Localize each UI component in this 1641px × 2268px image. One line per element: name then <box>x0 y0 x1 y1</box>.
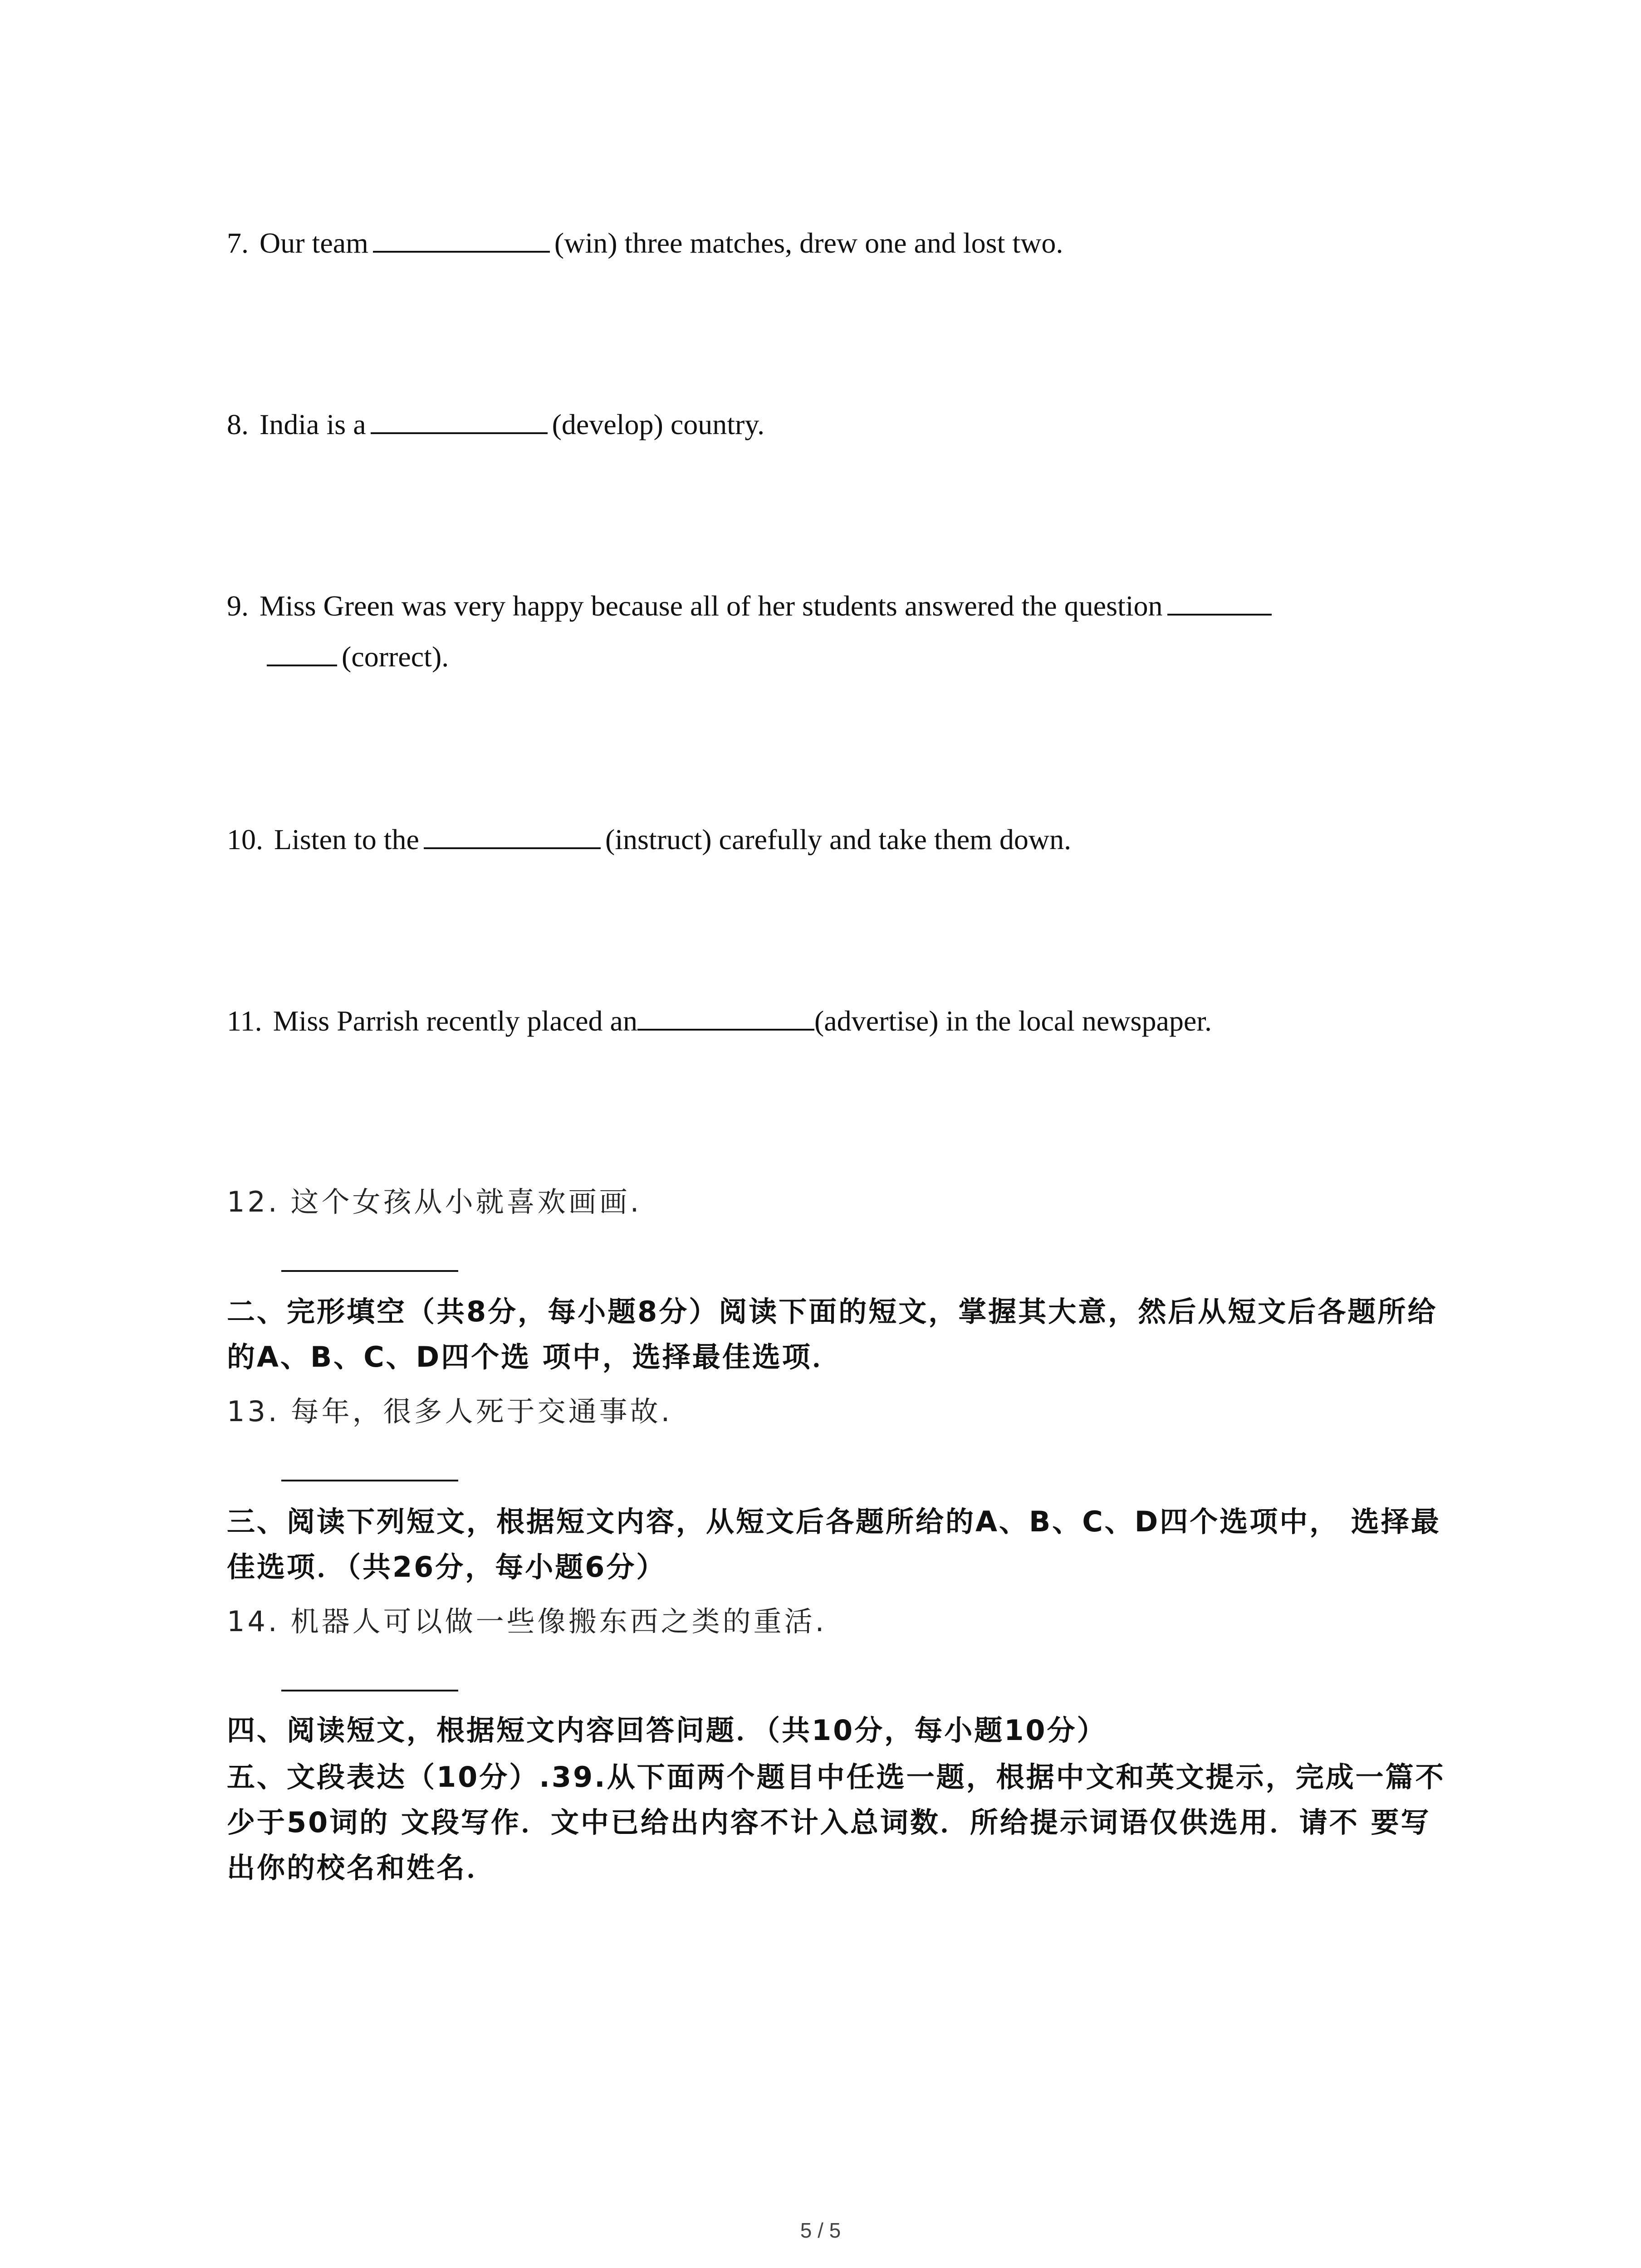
page-number: 5 / 5 <box>800 2219 841 2242</box>
answer-blank[interactable] <box>637 1005 814 1031</box>
question-text: 这个女孩从小就喜欢画画. <box>290 1185 642 1218</box>
answer-blank-continued[interactable] <box>267 641 337 666</box>
question-number: 7. <box>227 227 249 259</box>
question-text-post: (instruct) carefully and take them down. <box>605 823 1072 855</box>
answer-blank[interactable] <box>1167 590 1272 616</box>
question-10 <box>227 814 1452 865</box>
question-text-post: (advertise) in the local newspaper. <box>814 1005 1212 1037</box>
question-8 <box>227 399 1452 450</box>
section-3-heading: 三、阅读下列短文，根据短文内容，从短文后各题所给的A、B、C、D四个选项中， 选择最佳选项．（共26分，每小题6分） <box>227 1505 1441 1584</box>
question-text-pre: Miss Green was very happy because all of her students answered the question <box>260 590 1163 622</box>
question-9 <box>227 581 1452 631</box>
question-number: 8. <box>227 408 249 440</box>
question-number: 11. <box>227 1005 262 1037</box>
question-text-post: (win) three matches, drew one and lost two. <box>554 227 1063 259</box>
question-12 <box>227 1179 642 1225</box>
question-9-continuation <box>267 631 449 682</box>
question-text-pre: India is a <box>260 408 366 440</box>
question-number: 10. <box>227 823 263 855</box>
question-text-pre: Listen to the <box>274 823 419 855</box>
section-5-heading: 五、文段表达（10分）.39.从下面两个题目中任选一题，根据中文和英文提示，完成一篇不少于50词的 文段写作．文中已给出内容不计入总词数．所给提示词语仅供选用．请不 要写出你的校名和姓名． <box>227 1760 1445 1884</box>
answer-blank[interactable] <box>424 824 601 849</box>
section-2-heading: 二、完形填空（共8分，每小题8分）阅读下面的短文，掌握其大意，然后从短文后各题所给的A、B、C、D四个选 项中，选择最佳选项． <box>227 1295 1438 1374</box>
question-number: 13. <box>227 1395 280 1428</box>
question-7 <box>227 218 1452 269</box>
question-number: 14. <box>227 1605 280 1638</box>
question-text-post: (correct). <box>342 640 449 673</box>
question-text-pre: Our team <box>260 227 368 259</box>
question-14 <box>227 1599 827 1644</box>
answer-line-12[interactable] <box>281 1270 458 1272</box>
question-text-post: (develop) country. <box>552 408 765 440</box>
question-number: 9. <box>227 590 249 622</box>
question-number: 12. <box>227 1185 280 1218</box>
answer-blank[interactable] <box>371 409 548 434</box>
answer-line-14[interactable] <box>281 1690 458 1691</box>
answer-line-13[interactable] <box>281 1480 458 1481</box>
section-4-heading: 四、阅读短文，根据短文内容回答问题．（共10分，每小题10分） <box>227 1714 1107 1747</box>
question-13 <box>227 1389 672 1434</box>
question-text-pre: Miss Parrish recently placed an <box>273 1005 637 1037</box>
question-text: 每年，很多人死于交通事故. <box>290 1395 673 1428</box>
answer-blank[interactable] <box>373 227 550 253</box>
question-text: 机器人可以做一些像搬东西之类的重活. <box>290 1605 827 1638</box>
question-11 <box>227 996 1452 1046</box>
